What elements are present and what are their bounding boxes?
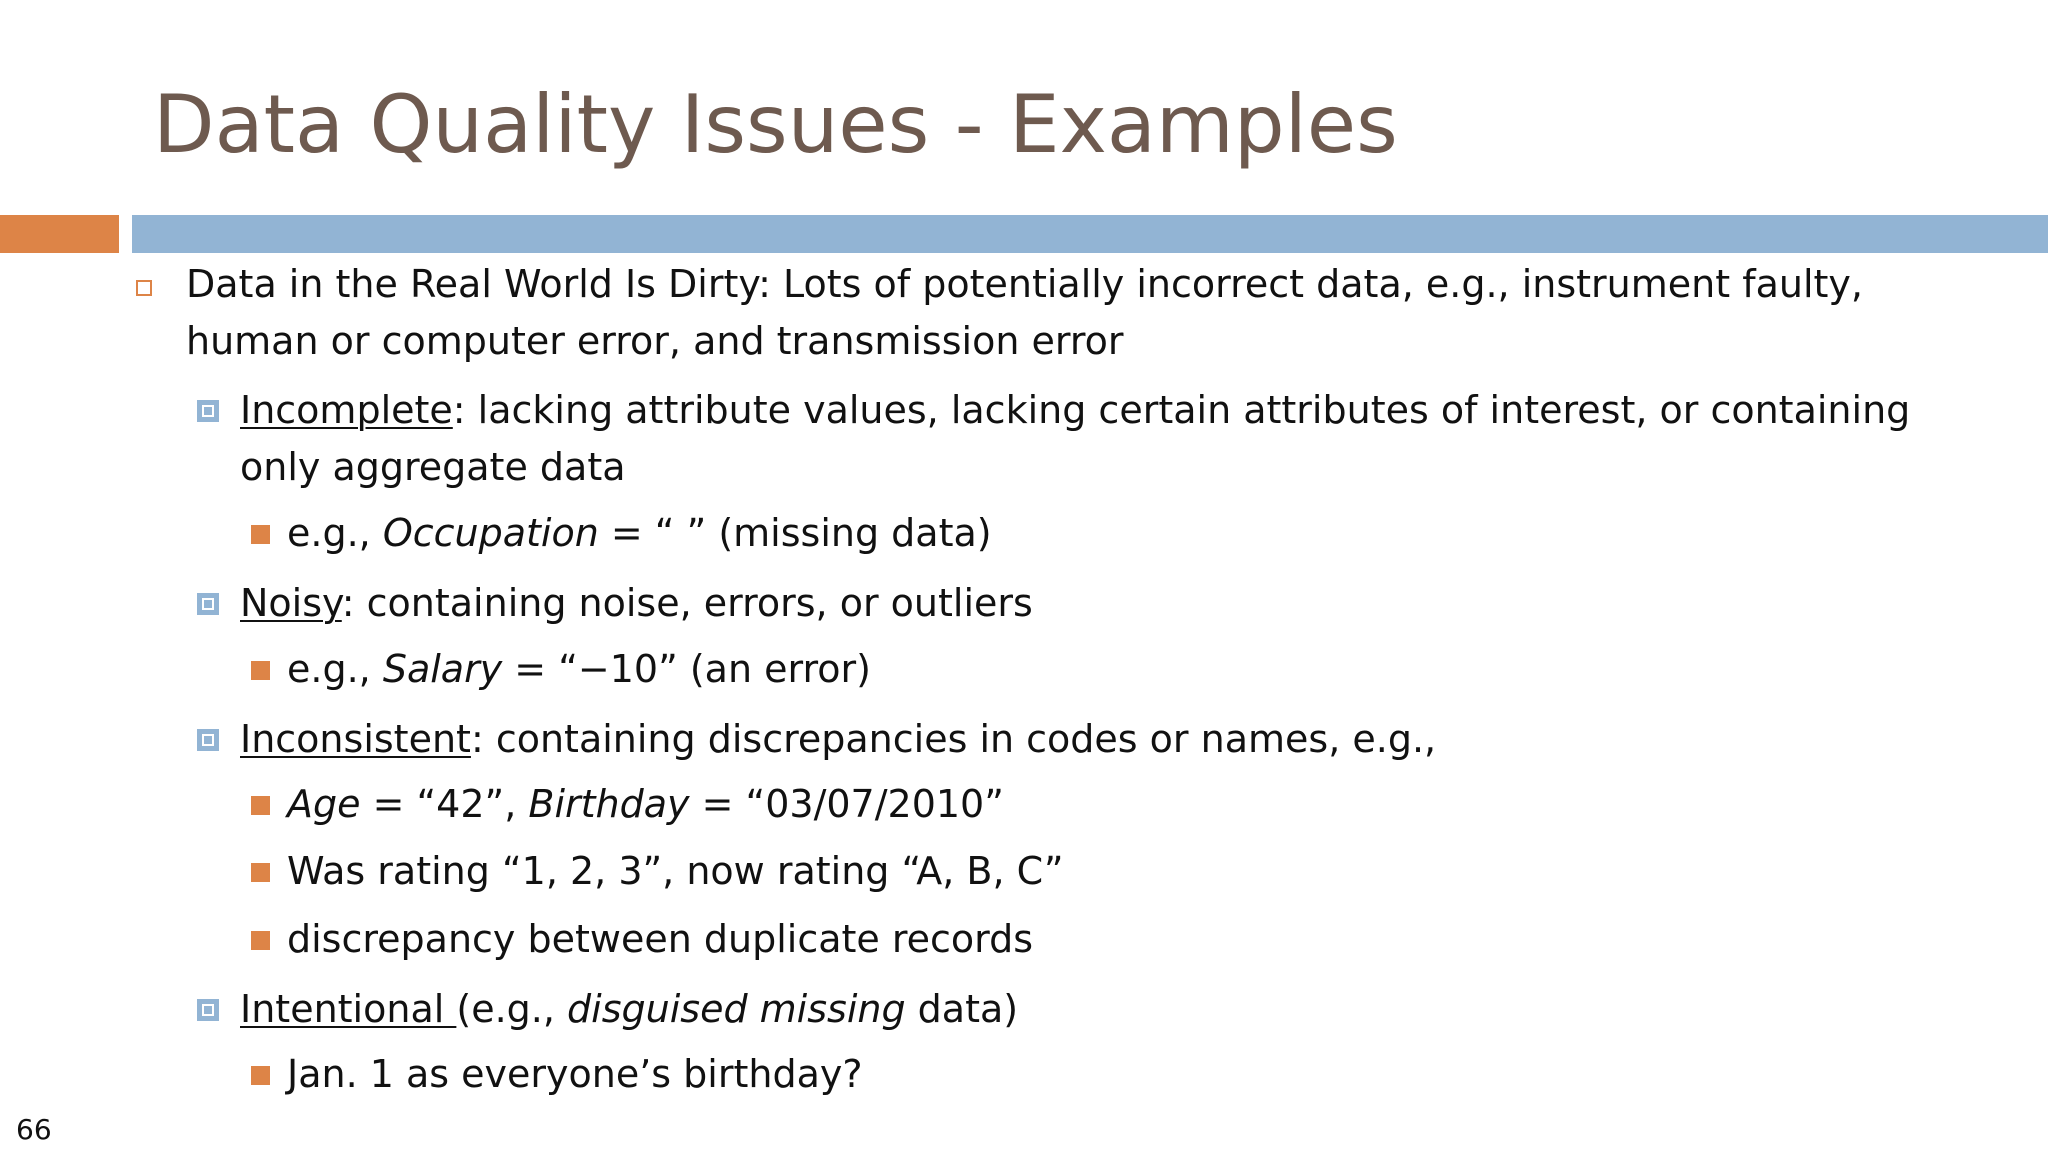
filled-square-bullet-icon: [251, 661, 270, 680]
square-bullet-icon: [197, 400, 219, 422]
filled-square-bullet-icon: [251, 525, 270, 544]
filled-square-bullet-icon: [251, 931, 270, 950]
list-item: [287, 641, 871, 698]
term-description: (e.g.,: [456, 987, 568, 1031]
list-item: [240, 575, 1033, 632]
example-rest: = “ ” (missing data): [598, 511, 992, 555]
term-intentional: Intentional: [240, 987, 457, 1031]
filled-square-bullet-icon: [251, 863, 270, 882]
square-bullet-icon: [197, 999, 219, 1021]
example-italic: Salary: [382, 647, 503, 691]
square-bullet-icon: [197, 729, 219, 751]
term-incomplete: Incomplete: [240, 388, 453, 432]
example-prefix: e.g.,: [287, 511, 383, 555]
list-item: [240, 382, 1910, 439]
filled-square-bullet-icon: [251, 1066, 270, 1085]
list-item: [287, 505, 992, 562]
example-mid: = “42”,: [360, 782, 529, 826]
example-prefix: e.g.,: [287, 647, 383, 691]
example-italic: Birthday: [528, 782, 690, 826]
square-bullet-icon: [197, 593, 219, 615]
filled-square-bullet-icon: [251, 796, 270, 815]
list-item: Jan. 1 as everyone’s birthday?: [287, 1052, 863, 1096]
list-item: Was rating “1, 2, 3”, now rating “A, B, C”: [287, 849, 1064, 893]
bullet-text-line: Data in the Real World Is Dirty: Lots of potentially incorrect data, e.g., instrument faulty,: [186, 262, 1863, 306]
term-description: : lacking attribute values, lacking certain attributes of interest, or containing: [452, 388, 1911, 432]
list-item: [240, 711, 1436, 768]
list-item: [240, 981, 1018, 1038]
example-italic: Age: [287, 782, 361, 826]
term-noisy: Noisy: [240, 581, 342, 625]
term-description-suffix: data): [905, 987, 1019, 1031]
list-item: discrepancy between duplicate records: [287, 917, 1034, 961]
term-description: : containing noise, errors, or outliers: [341, 581, 1033, 625]
example-rest: = “−10” (an error): [502, 647, 871, 691]
bullet-text-line: human or computer error, and transmission error: [186, 319, 1124, 363]
term-inconsistent: Inconsistent: [240, 717, 471, 761]
term-italic: disguised missing: [567, 987, 906, 1031]
page-number: 66: [16, 1113, 52, 1146]
example-rest: = “03/07/2010”: [689, 782, 1004, 826]
term-description: : containing discrepancies in codes or names, e.g.,: [470, 717, 1437, 761]
example-italic: Occupation: [382, 511, 599, 555]
hollow-square-bullet-icon: [136, 280, 152, 296]
slide-title: Data Quality Issues - Examples: [153, 78, 1398, 171]
list-item: [287, 776, 1004, 833]
bullet-text-line: only aggregate data: [240, 445, 626, 489]
